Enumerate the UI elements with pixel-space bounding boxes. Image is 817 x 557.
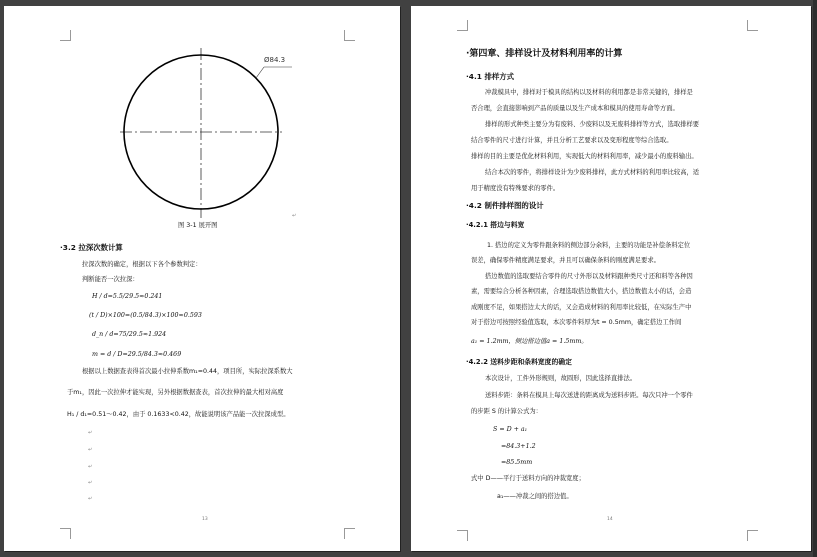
body-line: 冲裁模具中，排样对于模具的结构以及材料的利用都是非常关键的，排样是 <box>485 89 693 96</box>
body-line: 送料步距：条料在模具上每次送进的距离成为送料步距。每次只冲一个零件 <box>485 392 693 399</box>
paragraph-mark: ↵ <box>88 480 93 486</box>
body-line: 搭边数值的选取要结合零件的尺寸外形以及材料跟种类尺寸还和料等各种因 <box>485 273 693 280</box>
body-line: 结合零件的尺寸进行计算，并且分析工艺要求以及变形程度等综合选取。 <box>471 137 673 144</box>
crop-mark <box>344 30 355 41</box>
crop-mark <box>60 528 71 539</box>
body-line: 结合本次的零件，将排样设计为少废料排样，此方式材料的利用率比较高，适 <box>485 169 700 176</box>
document-page-right <box>411 6 811 551</box>
crop-mark <box>747 20 758 31</box>
paragraph-mark: ↵ <box>88 496 93 502</box>
body-line: 误差，确保零件精度满足要求，并且可以确保条料的刚度满足要求。 <box>471 257 660 264</box>
body-line: a₁——冲裁之间的搭边值。 <box>497 493 573 500</box>
body-line: 对于搭边可按照经验值选取，本次零件料厚为t = 0.5mm，确定搭边工作间 <box>471 319 682 326</box>
paragraph-mark: ↵ <box>88 430 93 436</box>
page-number: 14 <box>607 517 613 522</box>
chapter-heading: ·第四章、排样设计及材料利用率的计算 <box>466 49 623 59</box>
body-line: 素，需要综合分析各种因素，合理选取搭边数值大小，搭边数值太小的话，会造 <box>471 288 692 295</box>
body-line: H₁ / d₁=0.51～0.42，由于 0.1633<0.42，故能说明该产品能一次拉深成型。 <box>67 411 290 418</box>
crop-mark <box>747 530 758 541</box>
body-line: 拉深次数的确定，根据以下各个参数判定： <box>82 261 202 268</box>
formula: H / d=5.5/29.5≈0.241 <box>92 293 163 300</box>
body-line: 否合理，会直接影响到产品的质量以及生产成本和模具的使用寿命等方面。 <box>471 105 679 112</box>
crop-mark <box>457 20 468 31</box>
formula: m = d / D=29.5/84.3≈0.469 <box>92 351 182 358</box>
body-line: a₁ = 1.2mm，侧边搭边值a = 1.5mm。 <box>471 338 588 345</box>
crop-mark <box>60 30 71 41</box>
page-number: 13 <box>202 517 208 522</box>
body-line: 成刚度不足，如果搭边太大的话，又会造成材料的利用率比较低，在实际生产中 <box>471 304 692 311</box>
crop-mark <box>344 528 355 539</box>
paragraph-mark: ↵ <box>88 464 93 470</box>
body-line: 本次设计，工件外形规则，故圆形，因此选择直排法。 <box>485 375 637 382</box>
crop-mark <box>457 530 468 541</box>
body-line: 用于精度没有特殊要求的零件。 <box>471 185 560 192</box>
leader-line <box>256 67 264 78</box>
body-line: 的步距 S 的计算公式为： <box>471 408 542 415</box>
body-line: 1. 搭边的定义为零件跟条料的侧边部分余料，主要的功能是补偿条料定位 <box>487 242 691 249</box>
body-line: 判断能否一次拉深： <box>82 276 139 283</box>
paragraph-mark: ↵ <box>292 213 297 219</box>
formula: d_n / d=75/29.5≈1.924 <box>92 331 167 338</box>
section-heading: ·3.2 拉深次数计算 <box>60 243 123 252</box>
vertical-scrollbar[interactable] <box>813 0 817 557</box>
paragraph-mark: ↵ <box>88 447 93 453</box>
blank-development-drawing <box>114 42 304 220</box>
body-line: 于m₁，因此一次拉伸才能实现，另外根据数据查表，首次拉伸的最大相对高度 <box>67 389 284 396</box>
document-page-left <box>4 6 400 551</box>
formula: (t / D)×100=(0.5/84.3)×100≈0.593 <box>89 312 202 319</box>
body-line: 根据以上数据查表得首次最小拉伸系数m₁=0.44，项目所，实际拉深系数大 <box>82 368 293 375</box>
figure-caption: 图 3-1 展开图 <box>178 222 218 229</box>
formula: S = D + a₁ <box>493 426 528 433</box>
section-heading: ·4.1 排样方式 <box>466 72 515 81</box>
diameter-label: Ø84.3 <box>264 56 286 64</box>
subsection-heading: ·4.2.2 送料步距和条料宽度的确定 <box>466 358 572 366</box>
subsection-heading: ·4.2.1 搭边与料宽 <box>466 221 525 229</box>
section-heading: ·4.2 制件排样图的设计 <box>466 201 544 210</box>
formula: =85.5mm <box>501 459 533 466</box>
body-line: 排样的目的主要是优化材料利用，实现低大的材料利用率，减少最小的废料输出。 <box>471 153 698 160</box>
formula: =84.3+1.2 <box>501 443 536 450</box>
body-line: 排样的形式种类主要分为有废料、少废料以及无废料排样等方式，选取排样要 <box>485 121 700 128</box>
body-line: 式中 D——平行于送料方向的冲裁宽度； <box>471 475 585 482</box>
